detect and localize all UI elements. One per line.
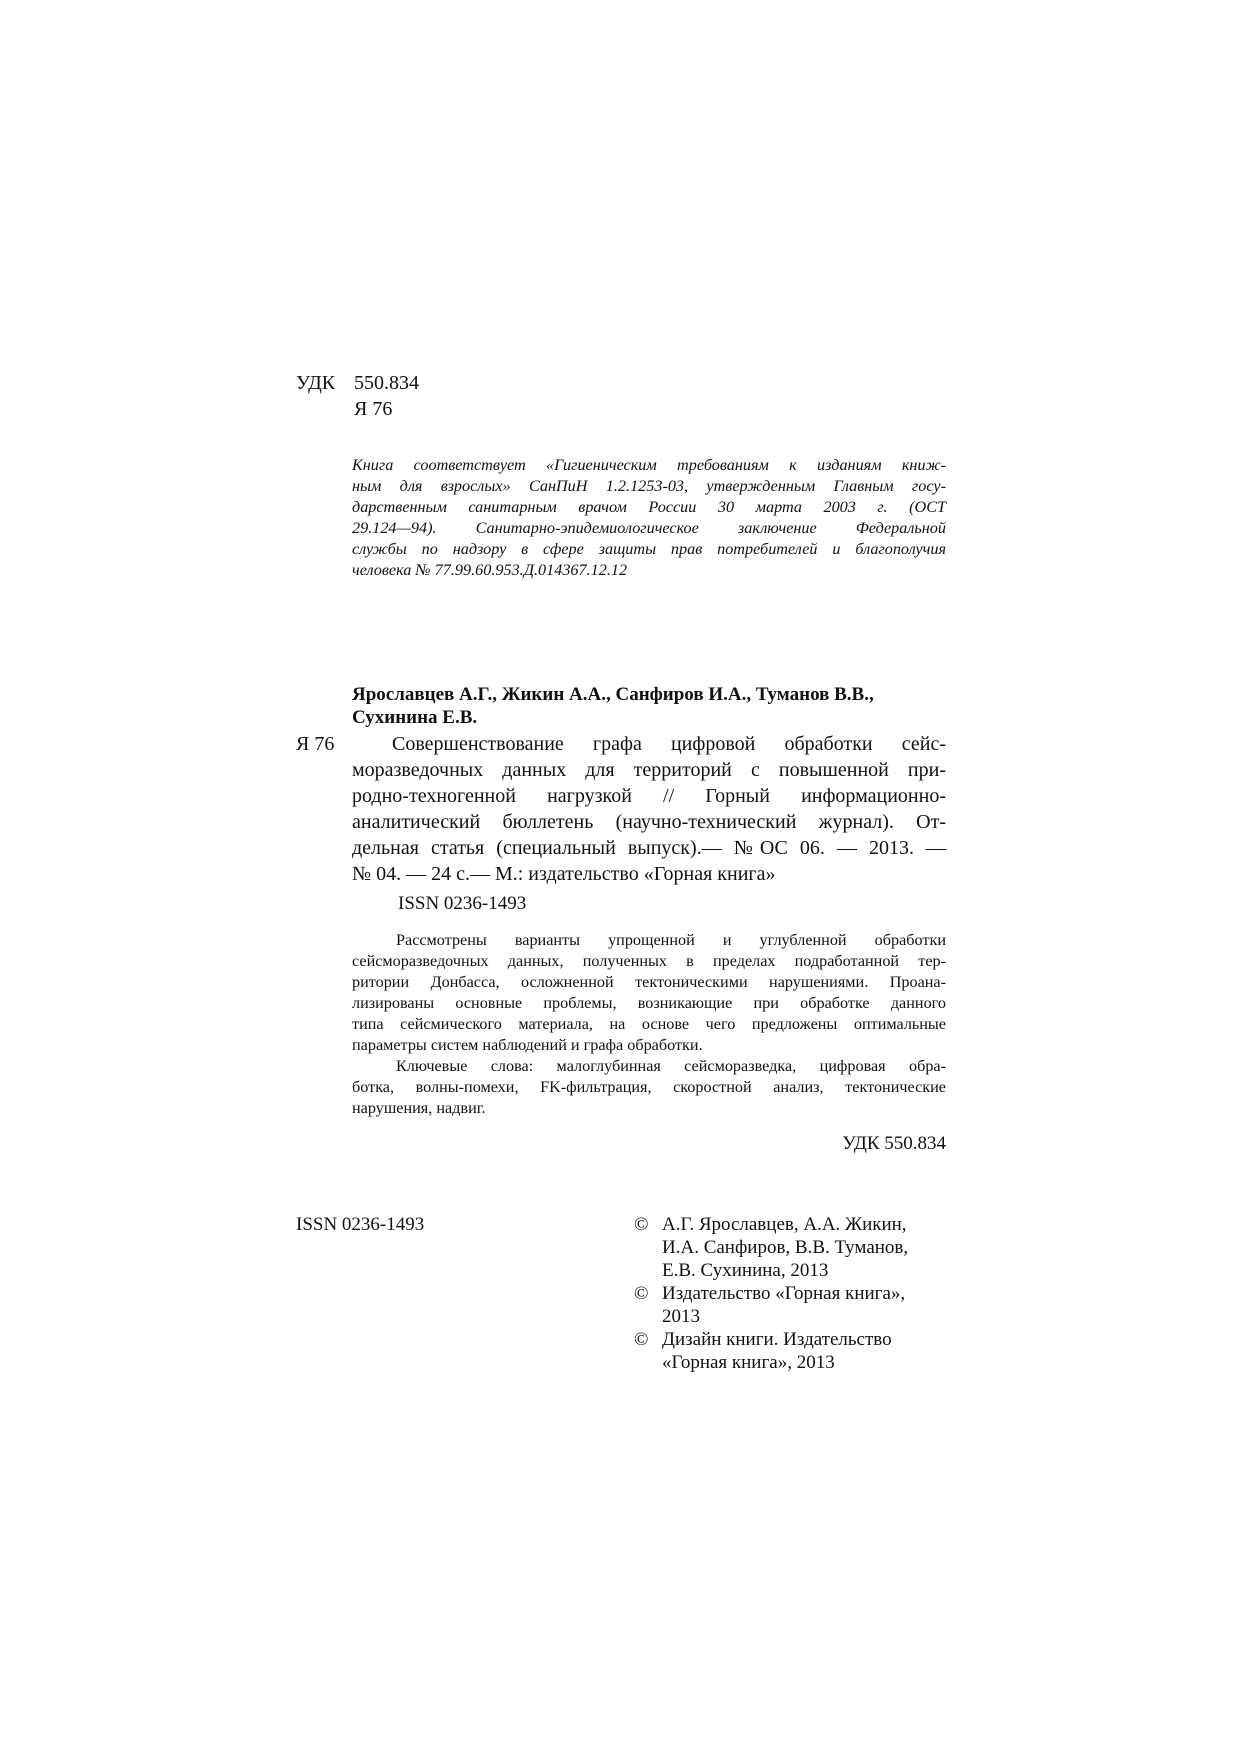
sanpin-line: службы по надзору в сфере защиты прав потребителей и благополучия <box>352 540 946 558</box>
bib-line: родно-техногенной нагрузкой // Горный информационно- <box>352 785 946 807</box>
abstract-line: сейсморазведочных данных, полученных в пределах подработанной тер- <box>352 952 946 970</box>
abstract-line: ритории Донбасса, осложненной тектоническими нарушениями. Проана- <box>352 973 946 991</box>
bib-line: Совершенствование графа цифровой обработки сейс- <box>392 733 946 755</box>
copyright-symbol: © <box>634 1214 649 1235</box>
udk-row <box>296 370 419 396</box>
copyright-symbol: © <box>634 1283 649 1304</box>
keywords-line: нарушения, надвиг. <box>352 1099 486 1117</box>
abstract-line: лизированы основные проблемы, возникающие при обработке данного <box>352 994 946 1012</box>
sanpin-line: 29.124—94). Санитарно-эпидемиологическое заключение Федеральной <box>352 519 946 537</box>
copyright-entry <box>634 1328 954 1374</box>
udk-right: УДК 550.834 <box>842 1133 946 1154</box>
authors-line: Сухинина Е.В. <box>352 707 478 728</box>
keywords-line: ботка, волны-помехи, FK-фильтрация, скоростной анализ, тектонические <box>352 1078 946 1096</box>
issn-middle: ISSN 0236-1493 <box>398 893 527 914</box>
bib-line: № 04. — 24 с.— М.: издательство «Горная книга» <box>352 863 776 885</box>
abstract <box>352 930 946 1119</box>
sanpin-line: человека № 77.99.60.953.Д.014367.12.12 <box>352 561 628 579</box>
sanpin-line: ным для взрослых» СанПиН 1.2.1253-03, утвержденным Главным госу- <box>352 477 946 495</box>
abstract-line: типа сейсмического материала, на основе чего предложены оптимальные <box>352 1015 946 1033</box>
udk-header <box>296 370 419 422</box>
copyright-line: «Горная книга», 2013 <box>662 1352 835 1373</box>
bib-line: моразведочных данных для территорий с повышенной при- <box>352 759 946 781</box>
sanpin-line: дарственным санитарным врачом России 30 марта 2003 г. (ОСТ <box>352 498 946 516</box>
copyright-line: Издательство «Горная книга», <box>662 1283 906 1304</box>
bibliographic-description <box>352 731 946 887</box>
library-code: Я 76 <box>296 733 335 755</box>
copyright-line: Дизайн книги. Издательство <box>662 1329 892 1350</box>
copyright-line: И.А. Санфиров, В.В. Туманов, <box>662 1237 909 1258</box>
abstract-line: Рассмотрены варианты упрощенной и углубленной обработки <box>396 931 946 949</box>
bib-line: аналитический бюллетень (научно-технический журнал). От- <box>352 811 946 833</box>
copyright-symbol: © <box>634 1329 649 1350</box>
author-mark: Я 76 <box>354 398 393 420</box>
keywords-line: Ключевые слова: малоглубинная сейсморазведка, цифровая обра- <box>396 1057 946 1075</box>
sanpin-line: Книга соответствует «Гигиеническим требованиям к изданиям книж- <box>352 456 946 474</box>
issn-bottom: ISSN 0236-1493 <box>296 1214 425 1235</box>
udk-label: УДК <box>296 372 336 394</box>
authors-line: Ярославцев А.Г., Жикин А.А., Санфиров И.А., Туманов В.В., <box>352 684 874 705</box>
copyright-line: 2013 <box>662 1306 700 1327</box>
copyright-entry <box>634 1213 954 1282</box>
copyright-line: А.Г. Ярославцев, А.А. Жикин, <box>662 1214 907 1235</box>
sanpin-note <box>352 455 946 581</box>
bib-line: дельная статья (специальный выпуск).— №ОС 06. — 2013. — <box>352 837 946 859</box>
copyright-entry <box>634 1282 954 1328</box>
copyright-block <box>634 1213 954 1374</box>
udk-code: 550.834 <box>354 372 419 394</box>
copyright-line: Е.В. Сухинина, 2013 <box>662 1260 829 1281</box>
abstract-line: параметры систем наблюдений и графа обработки. <box>352 1036 703 1054</box>
authors <box>352 683 946 729</box>
